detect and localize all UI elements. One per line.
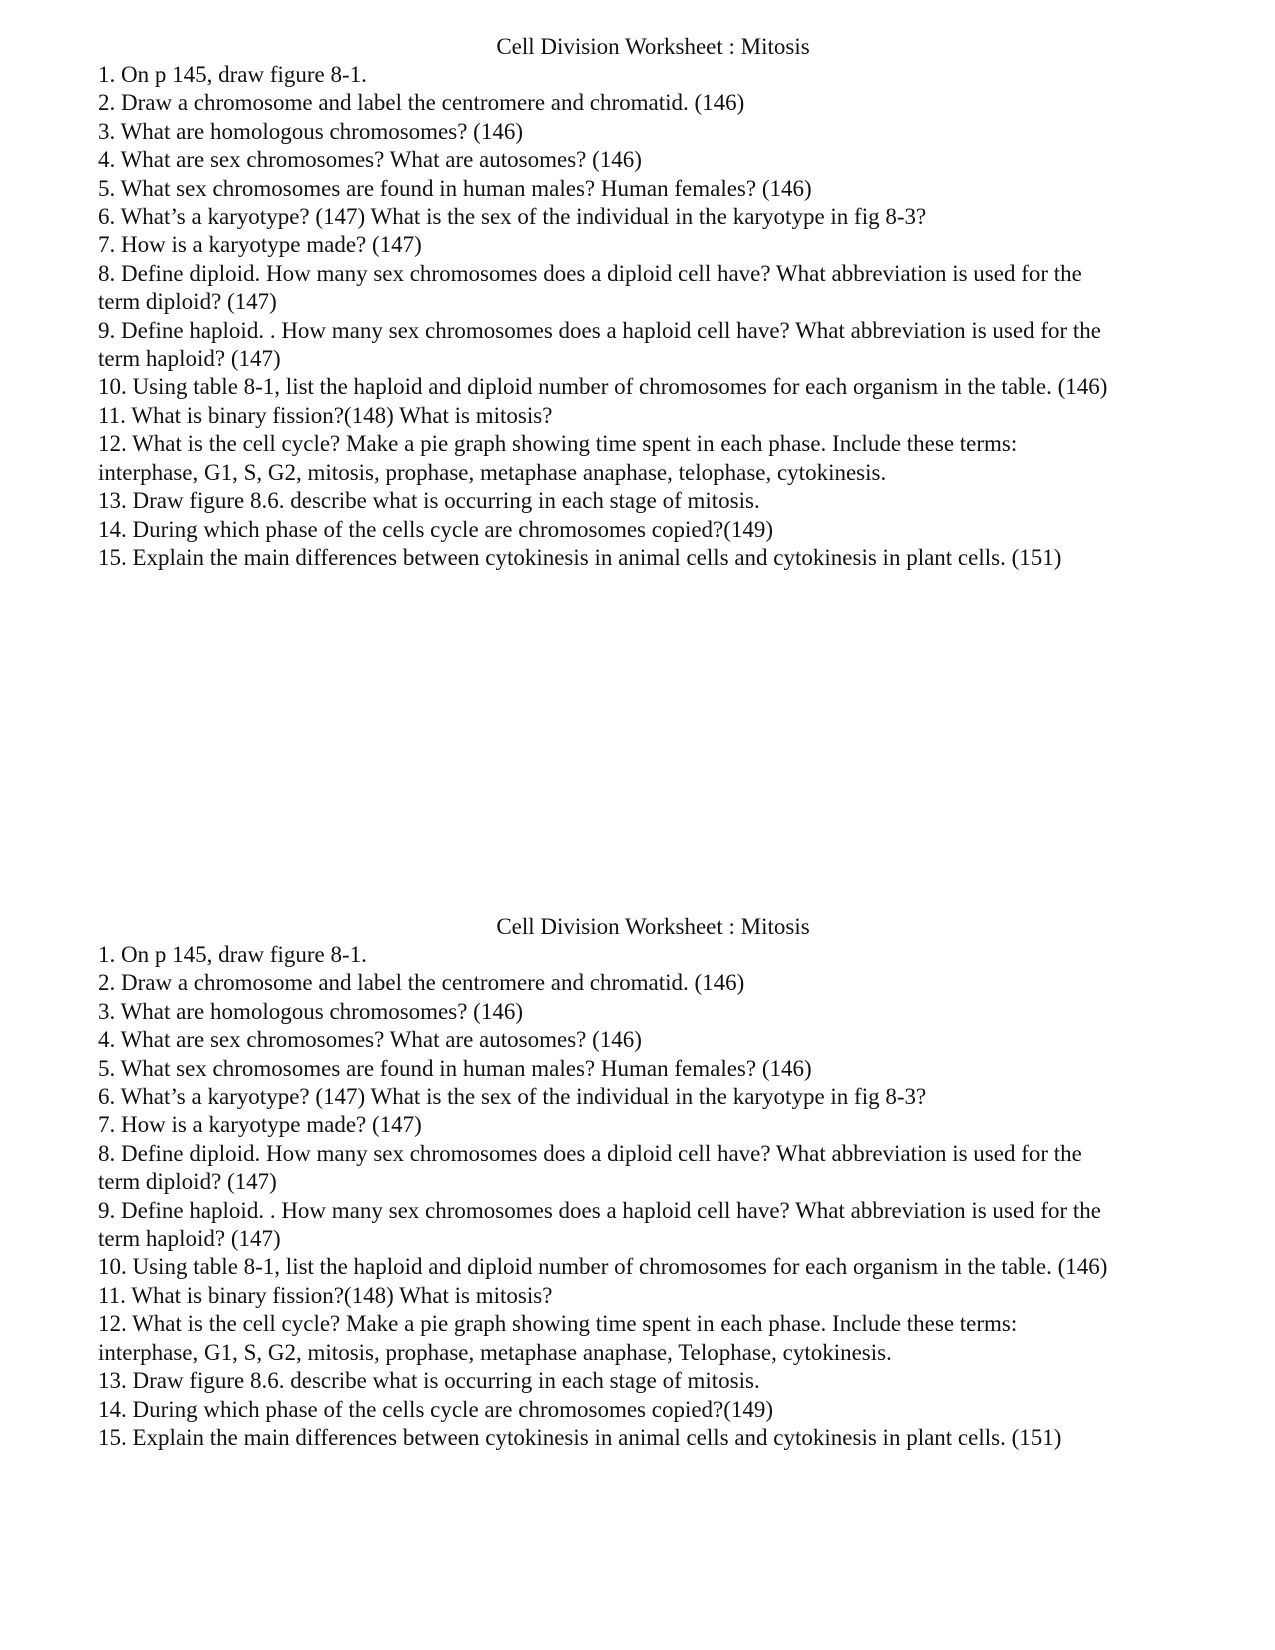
question-item xyxy=(98,544,1208,572)
question-text: 7. How is a karyotype made? (147) xyxy=(98,1112,422,1138)
question-item xyxy=(98,998,1208,1026)
question-item xyxy=(98,941,1208,969)
question-text: 5. What sex chromosomes are found in human males? Human females? (146) xyxy=(98,1055,812,1081)
question-text: 14. During which phase of the cells cycle are chromosomes copied?(149) xyxy=(98,516,774,542)
question-text: interphase, G1, S, G2, mitosis, prophase, metaphase anaphase, telophase, cytokinesis. xyxy=(98,459,887,485)
question-item xyxy=(98,1253,1208,1281)
question-text: 3. What are homologous chromosomes? (146) xyxy=(98,998,523,1024)
question-text: interphase, G1, S, G2, mitosis, prophase, metaphase anaphase, Telophase, cytokinesis. xyxy=(98,1339,892,1365)
question-text: 15. Explain the main differences between cytokinesis in animal cells and cytokinesis in plant cells. (151) xyxy=(98,544,1062,570)
question-text: 5. What sex chromosomes are found in human males? Human females? (146) xyxy=(98,175,812,201)
question-text: 8. Define diploid. How many sex chromosomes does a diploid cell have? What abbreviation is used for the xyxy=(98,260,1082,286)
question-text: 10. Using table 8-1, list the haploid and diploid number of chromosomes for each organism in the table. (146) xyxy=(98,374,1108,400)
question-item xyxy=(98,1197,1208,1254)
question-text: 15. Explain the main differences between cytokinesis in animal cells and cytokinesis in plant cells. (151) xyxy=(98,1424,1062,1450)
question-text: 2. Draw a chromosome and label the centromere and chromatid. (146) xyxy=(98,90,745,116)
question-text: 13. Draw figure 8.6. describe what is occurring in each stage of mitosis. xyxy=(98,1368,760,1394)
question-item xyxy=(98,1111,1208,1139)
question-item xyxy=(98,430,1208,487)
worksheet-top xyxy=(98,33,1208,572)
question-item xyxy=(98,1083,1208,1111)
question-item xyxy=(98,1424,1208,1452)
question-item xyxy=(98,260,1208,317)
question-text: 7. How is a karyotype made? (147) xyxy=(98,232,422,258)
question-item xyxy=(98,89,1208,117)
question-list xyxy=(98,941,1208,1452)
worksheet-title: Cell Division Worksheet : Mitosis xyxy=(496,914,810,939)
question-item xyxy=(98,1026,1208,1054)
question-text: 3. What are homologous chromosomes? (146) xyxy=(98,118,523,144)
question-item xyxy=(98,373,1208,401)
question-item xyxy=(98,1310,1208,1367)
question-text: term haploid? (147) xyxy=(98,346,281,372)
question-text: term diploid? (147) xyxy=(98,1169,277,1195)
question-text: term diploid? (147) xyxy=(98,289,277,315)
question-text: 6. What’s a karyotype? (147) What is the sex of the individual in the karyotype in fig 8-3? xyxy=(98,204,927,230)
question-text: 10. Using table 8-1, list the haploid and diploid number of chromosomes for each organism in the table. (146) xyxy=(98,1254,1108,1280)
question-item xyxy=(98,317,1208,374)
question-item xyxy=(98,516,1208,544)
question-item xyxy=(98,1055,1208,1083)
question-text: 13. Draw figure 8.6. describe what is occurring in each stage of mitosis. xyxy=(98,488,760,514)
question-item xyxy=(98,487,1208,515)
question-text: 8. Define diploid. How many sex chromosomes does a diploid cell have? What abbreviation is used for the xyxy=(98,1140,1082,1166)
question-text: 11. What is binary fission?(148) What is mitosis? xyxy=(98,402,553,428)
question-item xyxy=(98,61,1208,89)
question-item xyxy=(98,1140,1208,1197)
question-item xyxy=(98,1367,1208,1395)
question-item xyxy=(98,1396,1208,1424)
question-item xyxy=(98,146,1208,174)
question-item xyxy=(98,118,1208,146)
question-item xyxy=(98,175,1208,203)
question-text: 9. Define haploid. . How many sex chromosomes does a haploid cell have? What abbreviation is used for the xyxy=(98,317,1101,343)
worksheet-bottom xyxy=(98,913,1208,1452)
question-text: 2. Draw a chromosome and label the centromere and chromatid. (146) xyxy=(98,970,745,996)
question-item xyxy=(98,969,1208,997)
question-text: 6. What’s a karyotype? (147) What is the sex of the individual in the karyotype in fig 8-3? xyxy=(98,1084,927,1110)
question-text: 11. What is binary fission?(148) What is mitosis? xyxy=(98,1282,553,1308)
question-text: term haploid? (147) xyxy=(98,1226,281,1252)
question-text: 4. What are sex chromosomes? What are autosomes? (146) xyxy=(98,1027,642,1053)
question-item xyxy=(98,231,1208,259)
question-list xyxy=(98,61,1208,572)
question-text: 1. On p 145, draw figure 8-1. xyxy=(98,942,367,967)
question-text: 1. On p 145, draw figure 8-1. xyxy=(98,62,367,87)
question-item xyxy=(98,1282,1208,1310)
worksheet-title: Cell Division Worksheet : Mitosis xyxy=(496,34,810,59)
question-text: 12. What is the cell cycle? Make a pie graph showing time spent in each phase. Include these terms: xyxy=(98,431,1018,457)
question-item xyxy=(98,203,1208,231)
question-text: 14. During which phase of the cells cycle are chromosomes copied?(149) xyxy=(98,1396,774,1422)
question-item xyxy=(98,402,1208,430)
question-text: 4. What are sex chromosomes? What are autosomes? (146) xyxy=(98,147,642,173)
question-text: 12. What is the cell cycle? Make a pie graph showing time spent in each phase. Include these terms: xyxy=(98,1311,1018,1337)
question-text: 9. Define haploid. . How many sex chromosomes does a haploid cell have? What abbreviation is used for the xyxy=(98,1197,1101,1223)
